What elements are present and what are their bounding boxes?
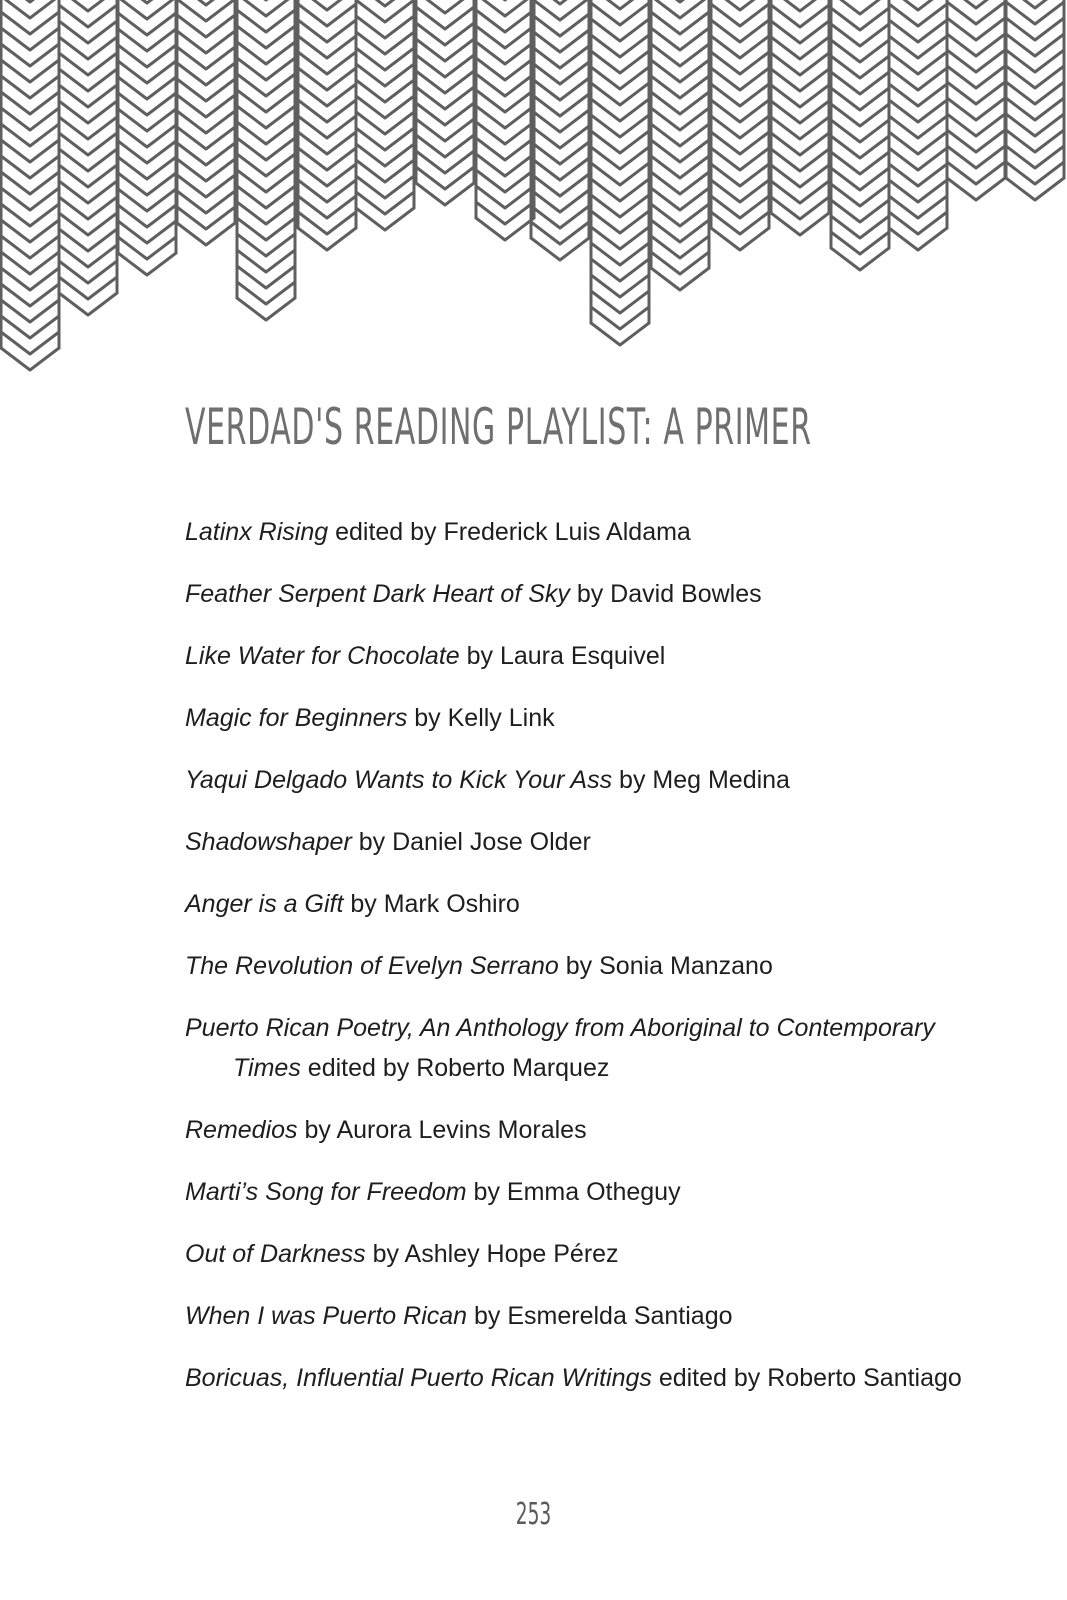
chevron-column xyxy=(771,0,829,235)
chevron-column xyxy=(711,0,769,250)
book-credit: edited by Frederick Luis Aldama xyxy=(328,518,691,546)
reading-playlist xyxy=(185,512,975,1420)
book-credit: by Laura Esquivel xyxy=(459,642,666,670)
book-credit: by Emma Otheguy xyxy=(466,1178,681,1206)
book-credit: edited by Roberto Marquez xyxy=(300,1054,610,1082)
chevron-column xyxy=(651,0,709,290)
list-item xyxy=(185,574,975,614)
book-title: When I was Puerto Rican xyxy=(185,1302,468,1330)
book-credit: by Kelly Link xyxy=(407,704,555,732)
list-item xyxy=(185,822,975,862)
book-title: Shadowshaper xyxy=(185,828,352,856)
book-title: Latinx Rising xyxy=(185,518,329,546)
book-title: Puerto Rican Poetry, An Anthology from Aboriginal to Contemporary Times xyxy=(185,1014,935,1082)
chevron-column xyxy=(356,0,414,230)
list-item xyxy=(185,946,975,986)
chevron-column xyxy=(591,0,649,345)
book-credit: by Sonia Manzano xyxy=(558,952,773,980)
page-number: 253 xyxy=(515,1497,552,1532)
list-item xyxy=(185,636,975,676)
chevron-column xyxy=(889,0,947,250)
list-item xyxy=(185,1296,975,1336)
chevron-column xyxy=(177,0,235,245)
list-item xyxy=(185,512,975,552)
page-title: VERDAD'S READING PLAYLIST: A PRIMER xyxy=(185,398,812,456)
list-item xyxy=(185,884,975,924)
book-credit: by Aurora Levins Morales xyxy=(297,1116,587,1144)
book-credit: by David Bowles xyxy=(569,580,762,608)
book-credit: by Esmerelda Santiago xyxy=(467,1302,733,1330)
list-item xyxy=(185,1110,975,1150)
list-item xyxy=(185,1358,975,1398)
book-title: Feather Serpent Dark Heart of Sky xyxy=(185,580,570,608)
book-credit: by Daniel Jose Older xyxy=(351,828,591,856)
chevron-column xyxy=(298,0,356,250)
list-item xyxy=(185,1172,975,1212)
list-item xyxy=(185,698,975,738)
chevron-column xyxy=(118,0,176,275)
chevron-column xyxy=(59,0,117,315)
book-title: Magic for Beginners xyxy=(185,704,408,732)
book-title: Like Water for Chocolate xyxy=(185,642,460,670)
book-title: Remedios xyxy=(185,1116,298,1144)
chevron-column xyxy=(531,0,589,260)
book-title: Marti’s Song for Freedom xyxy=(185,1178,467,1206)
book-credit: by Mark Oshiro xyxy=(343,890,520,918)
chevron-column xyxy=(1006,0,1064,200)
book-title: Anger is a Gift xyxy=(185,890,344,918)
chevron-column xyxy=(476,0,534,240)
list-item xyxy=(185,1234,975,1274)
book-credit: edited by Roberto Santiago xyxy=(651,1364,962,1392)
book-title: The Revolution of Evelyn Serrano xyxy=(185,952,559,980)
chevron-column xyxy=(1,0,59,370)
book-title: Boricuas, Influential Puerto Rican Writings xyxy=(185,1364,652,1392)
book-title: Out of Darkness xyxy=(185,1240,366,1268)
list-item xyxy=(185,1008,975,1088)
chevron-column xyxy=(947,0,1005,200)
book-credit: by Ashley Hope Pérez xyxy=(365,1240,619,1268)
book-credit: by Meg Medina xyxy=(612,766,790,794)
chevron-column xyxy=(416,0,474,205)
chevron-column xyxy=(831,0,889,270)
herringbone-decoration xyxy=(0,0,1067,400)
book-title: Yaqui Delgado Wants to Kick Your Ass xyxy=(185,766,613,794)
list-item xyxy=(185,760,975,800)
chevron-column xyxy=(237,0,295,320)
